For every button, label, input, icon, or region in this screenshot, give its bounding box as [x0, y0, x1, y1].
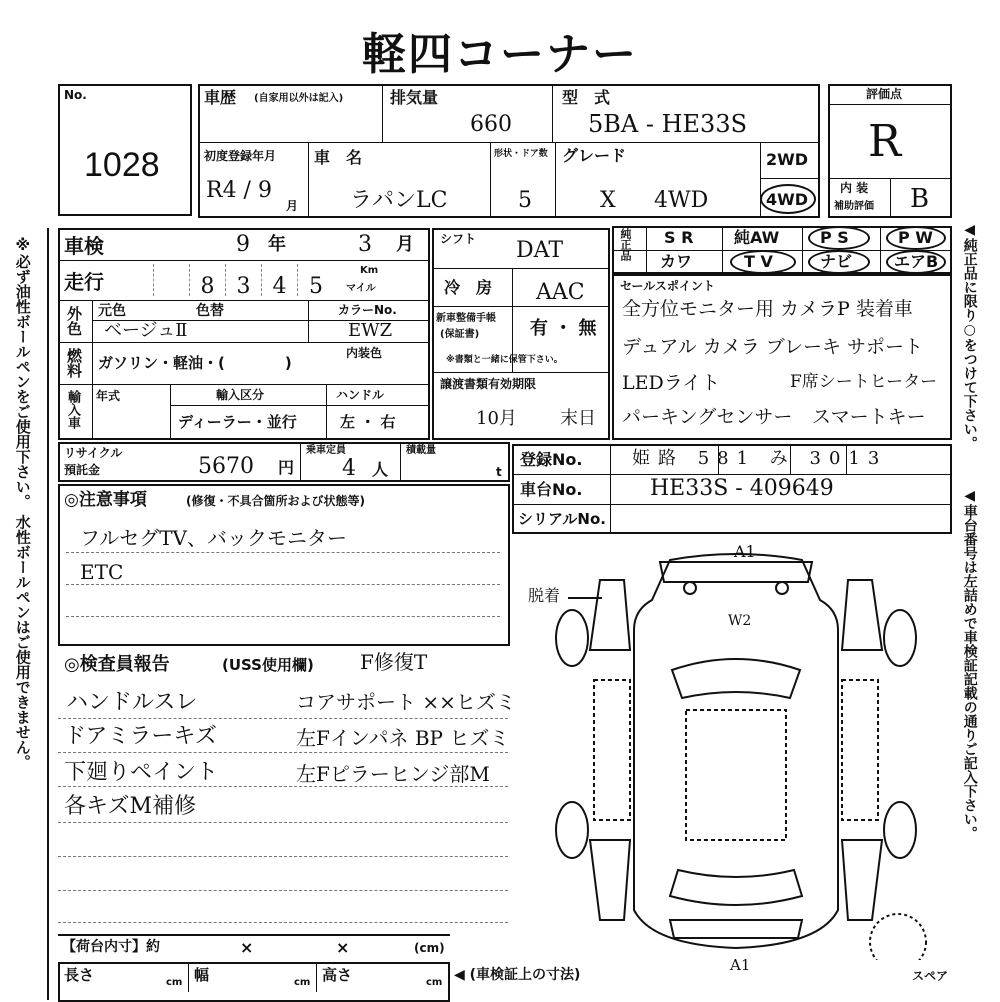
import-category-label: 輸入区分 [216, 388, 265, 402]
recycle-unit: 円 [278, 458, 295, 477]
color-outer-label: 外色 [65, 306, 83, 336]
inspector-right-line: 左Fピラーヒンジ部M [296, 762, 490, 786]
inspector-left-line: 各キズM補修 [64, 794, 197, 819]
diagram-a1-top: A1 [734, 542, 756, 561]
cargo-height-label: 高さ [322, 966, 353, 984]
diagram-a1-bottom: A1 [730, 956, 751, 974]
inspector-left-line: ハンドルスレ [66, 690, 198, 715]
import-label: 輸入車 [65, 390, 80, 429]
cargo-height-unit: cm [426, 977, 443, 988]
cargo-length-label: 長さ [64, 966, 95, 984]
diagram-spare: スペア [912, 969, 949, 983]
cargo-length-unit: cm [166, 977, 183, 988]
grade-label: グレード [562, 146, 627, 165]
shape-door-value: 5 [518, 188, 532, 213]
notes-line: ETC [80, 560, 124, 584]
handle-value: 左 ・ 右 [340, 413, 396, 431]
chassis-label: 車台No. [520, 480, 583, 499]
warranty-note: ※書類と一緒に保管下さい。 [446, 355, 563, 365]
inspector-right-line: 左Fインパネ BP ヒズミ [296, 726, 510, 750]
reg-label: 登録No. [520, 450, 583, 469]
inspector-tag: F修復T [360, 650, 428, 674]
first-reg-value: R4 / 9 [206, 178, 272, 203]
equip-aw: 純AW [734, 228, 780, 247]
equip-navi: ナビ [820, 252, 853, 271]
sales-point-line: LEDライト [622, 372, 721, 394]
number-label: No. [64, 88, 87, 102]
cargo-width-label: 幅 [194, 966, 210, 984]
load-unit: t [496, 465, 502, 479]
import-year-label: 年式 [96, 389, 121, 403]
capacity-unit: 人 [372, 460, 389, 479]
shift-label: シフト [440, 232, 477, 246]
fuel-label: 燃料 [65, 348, 83, 378]
car-left-rear-fender [590, 840, 630, 920]
cargo-width-unit: cm [294, 977, 311, 988]
warranty-sub: (保証書) [440, 329, 480, 340]
transfer-month-value: 10月 [476, 408, 517, 429]
car-left-side [594, 680, 630, 820]
genuine-label: 純正品 [619, 228, 632, 261]
inspection-month-unit: 月 [396, 234, 414, 255]
rating-label: 評価点 [866, 87, 903, 101]
inspection-year-value: 9 [236, 232, 250, 257]
displacement-label: 排気量 [390, 88, 439, 107]
shift-value: DAT [516, 238, 563, 263]
color-original-value: ベージュⅡ [104, 320, 188, 341]
tire-rear-left [556, 802, 588, 858]
model-value: 5BA - HE33S [588, 110, 748, 138]
rating-value: R [868, 116, 902, 167]
car-left-front-fender [590, 580, 630, 650]
car-right-side [842, 680, 878, 820]
interior-color-label: 内装色 [346, 346, 383, 360]
mileage-unit-km: Km [360, 265, 379, 276]
interior-sub: 補助評価 [834, 201, 874, 212]
drive-written: 4WD [654, 188, 709, 213]
chassis-value: HE33S - 409649 [650, 476, 834, 501]
cargo-label: 【荷台内寸】約 [62, 939, 160, 955]
tire-front-left [556, 610, 588, 666]
mileage-digit: 4 [262, 264, 298, 296]
mileage-digit: 5 [309, 274, 323, 299]
sales-point-line: デュアル カメラ ブレーキ サポート [622, 336, 924, 358]
drive-2wd: 2WD [766, 150, 809, 169]
recycle-label: リサイクル [64, 446, 123, 460]
equip-airbag: エアB [894, 252, 939, 271]
car-rear-window [670, 870, 802, 905]
warranty-value: 有 ・ 無 [530, 318, 597, 339]
displacement-value: 660 [470, 112, 512, 137]
reg-value: 姫路 581 み 3013 [632, 448, 888, 469]
ac-label: 冷 房 [444, 278, 493, 297]
cargo-dim-note: ◀ (車検証上の寸法) [454, 967, 581, 983]
equip-sr: S R [664, 228, 694, 247]
headlight-left [684, 582, 696, 594]
history-note: (自家用以外は記入) [254, 93, 344, 104]
fuel-options: ガソリン・軽油・( ) [98, 354, 292, 372]
equip-pw: P W [898, 228, 933, 247]
car-roof [686, 710, 786, 840]
car-windshield [672, 659, 800, 698]
number-value: 1028 [84, 146, 160, 184]
diagram-detached: 脱着 [528, 586, 561, 605]
capacity-label: 乗車定員 [306, 445, 346, 456]
side-note-right-top: ◀純正品に限り○をつけて下さい。 [961, 222, 978, 450]
history-label: 車歴 [204, 88, 237, 107]
import-category-value: ディーラー・並行 [178, 413, 297, 431]
mileage-label: 走行 [64, 270, 104, 294]
inspector-left-line: ドアミラーキズ [64, 724, 217, 749]
tire-rear-right [884, 802, 916, 858]
notes-label: ◎注意事項 [64, 490, 147, 510]
inspector-sub: (USS使用欄) [222, 656, 314, 674]
warranty-label: 新車整備手帳 [436, 313, 496, 324]
recycle-value: 5670 [198, 454, 254, 479]
inspection-label: 車検 [64, 234, 104, 258]
car-right-rear-fender [842, 840, 882, 920]
inspector-right-line: コアサポート ××ヒズミ [296, 690, 516, 714]
sales-point-line: F席シートヒーター [790, 372, 938, 392]
serial-label: シリアルNo. [518, 510, 606, 528]
inspection-month-value: 3 [358, 232, 372, 257]
interior-label: 内 装 [840, 181, 869, 195]
drive-4wd: 4WD [766, 190, 809, 209]
side-note-right-bottom: ◀車台番号は左詰めで車検証記載の通りご記入下さい。 [961, 488, 978, 840]
first-reg-month-unit: 月 [286, 199, 299, 213]
interior-value: B [910, 184, 930, 214]
color-original-label: 元色 [98, 303, 126, 319]
color-code-label: カラーNo. [338, 303, 397, 317]
grade-value: X [600, 188, 616, 213]
notes-line: フルセグTV、バックモニター [80, 526, 347, 550]
mileage-digits [118, 264, 334, 299]
side-note-left: ※必ず油性ボールペンをご使用下さい。 水性ボールペンはご使用できません。 [13, 236, 32, 770]
cargo-x2: × [336, 938, 350, 957]
cargo-unit: (cm) [414, 941, 445, 955]
tire-front-right [884, 610, 916, 666]
cargo-x1: × [240, 938, 254, 957]
car-name-value: ラパンLC [350, 188, 448, 213]
color-code-value: EWZ [348, 320, 393, 341]
handle-label: ハンドル [336, 388, 385, 402]
inspector-left-line: 下廻りペイント [64, 760, 219, 785]
car-rear-bumper [670, 920, 802, 938]
notes-sub: (修復・不具合箇所および状態等) [186, 494, 365, 508]
headlight-right [776, 582, 788, 594]
equip-ps: P S [820, 228, 849, 247]
equip-tv: T V [744, 252, 773, 271]
sales-point-line: スマートキー [812, 406, 926, 428]
shape-door-label: 形状・ドア数 [494, 149, 548, 159]
diagram-w2: W2 [728, 613, 752, 629]
mileage-digit: 8 [190, 264, 226, 296]
car-name-label: 車 名 [314, 148, 363, 167]
model-label: 型 式 [562, 88, 611, 107]
cargo-dims-box [58, 962, 450, 1002]
inspector-label: ◎検査員報告 [64, 654, 170, 675]
color-repaint-label: 色替 [196, 303, 224, 319]
inspection-year-unit: 年 [268, 234, 286, 255]
sales-points-label: セールスポイント [620, 279, 715, 293]
equip-leather: カワ [660, 252, 693, 271]
mileage-unit-mile: マイル [346, 283, 376, 294]
mileage-digit [118, 264, 154, 296]
sales-point-line: 全方位モニター用 カメラP 装着車 [622, 298, 913, 320]
transfer-day-value: 末日 [560, 408, 596, 429]
car-front-bumper [660, 562, 812, 582]
transfer-label: 譲渡書類有効期限 [440, 377, 537, 391]
recycle-sub: 預託金 [64, 463, 101, 477]
mileage-digit [154, 264, 190, 296]
first-reg-label: 初度登録年月 [204, 149, 277, 163]
ac-value: AAC [536, 280, 585, 305]
mileage-digit: 3 [226, 264, 262, 296]
sales-point-line: パーキングセンサー [622, 406, 793, 428]
capacity-value: 4 [342, 456, 356, 481]
car-diagram [520, 540, 952, 960]
page-title: 軽四コーナー [362, 29, 638, 80]
spare-tire-circle [870, 914, 926, 960]
load-label: 積載量 [406, 445, 436, 456]
car-right-front-fender [842, 580, 882, 650]
